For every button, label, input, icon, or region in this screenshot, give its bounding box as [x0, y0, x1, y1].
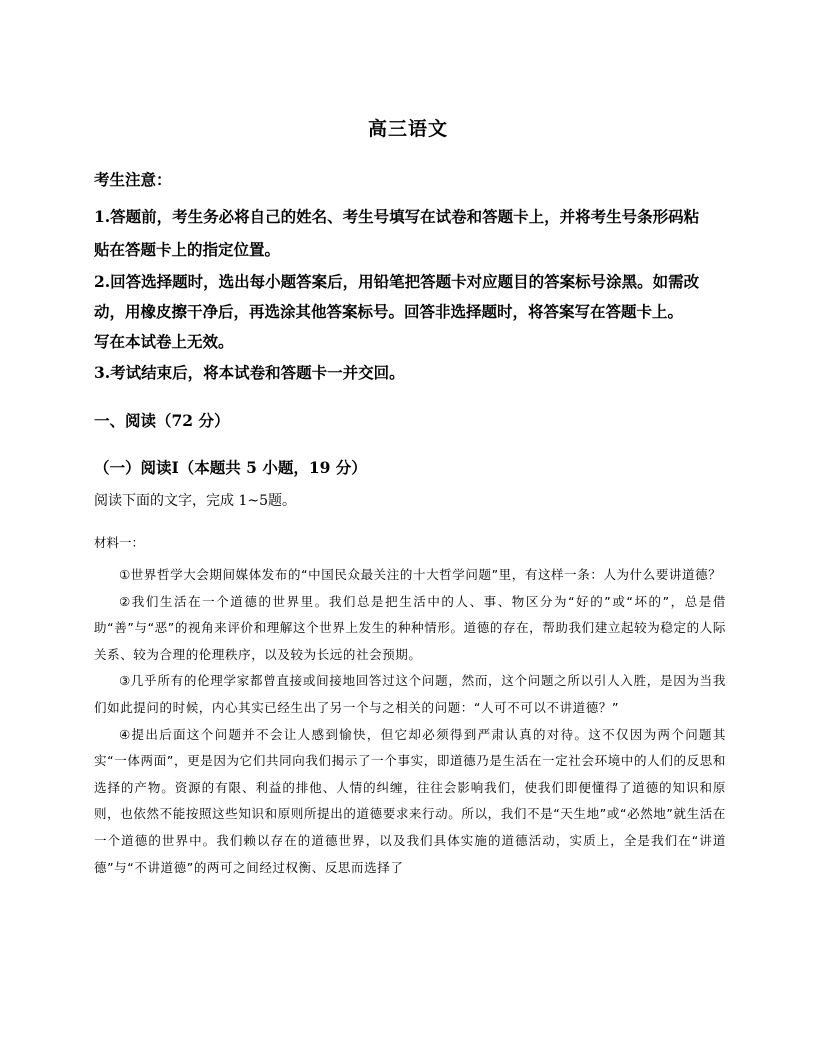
material-body	[94, 562, 726, 881]
section-heading: 一、阅读（72 分）	[94, 411, 230, 430]
page-title: 高三语文	[367, 118, 448, 140]
material-label: 材料一：	[94, 535, 145, 550]
paragraph-4: ④提出后面这个问题并不会让人感到愉快，但它却必须得到严肃认真的对待。这不仅因为两个问题其实“一体两面”，更是因为它们共同向我们揭示了一个事实，即道德乃是生活在一定社会环境中的人们的反思和选择的产物。资源的有限、利益的排他、人情的纠缠，往往会影响我们，使我们即便懂得了道德的知识和原则，也依然不能按照这些知识和原则所提出的道德要求来行动。所以，我们不是“天生地”或“必然地”就生活在一个道德的世界中。我们赖以存在的道德世界，以及我们具体实施的道德活动，实质上，全是我们在“讲道德”与“不讲道德”的两可之间经过权衡、反思而选择了	[94, 726, 726, 875]
paragraph-3: ③几乎所有的伦理学家都曾直接或间接地回答过这个问题，然而，这个问题之所以引人入胜，是因为当我们如此提问的时候，内心其实已经生出了另一个与之相关的问题：“人可不可以不讲道德？”	[94, 673, 726, 715]
reading-instruction: 阅读下面的文字，完成 1~5题。	[94, 493, 296, 509]
notice-line-3: 2.回答选择题时，选出每小题答案后，用铅笔把答题卡对应题目的答案标号涂黑。如需改	[94, 272, 700, 291]
notice-line-1: 1.答题前，考生务必将自己的姓名、考生号填写在试卷和答题卡上，并将考生号条形码粘	[94, 207, 700, 226]
notice-line-4: 动，用橡皮擦干净后，再选涂其他答案标号。回答非选择题时，将答案写在答题卡上。	[94, 302, 684, 321]
paragraph-1: ①世界哲学大会期间媒体发布的“中国民众最关注的十大哲学问题”里，有这样一条：人为什么要讲道德？	[119, 567, 722, 582]
notice-line-5: 写在本试卷上无效。	[94, 332, 234, 351]
subsection-heading: （一）阅读Ⅰ（本题共 5 小题，19 分）	[94, 458, 367, 477]
notice-line-2: 贴在答题卡上的指定位置。	[94, 240, 281, 259]
paragraph-2: ②我们生活在一个道德的世界里。我们总是把生活中的人、事、物区分为“好的”或“坏的”，总是借助“善”与“恶”的视角来评价和理解这个世界上发生的种种情形。道德的存在，帮助我们建立起较为稳定的人际关系、较为合理的伦理秩序，以及较为长远的社会预期。	[94, 593, 726, 662]
notice-heading: 考生注意：	[94, 170, 172, 189]
notice-line-6: 3.考试结束后，将本试卷和答题卡一并交回。	[94, 363, 405, 382]
